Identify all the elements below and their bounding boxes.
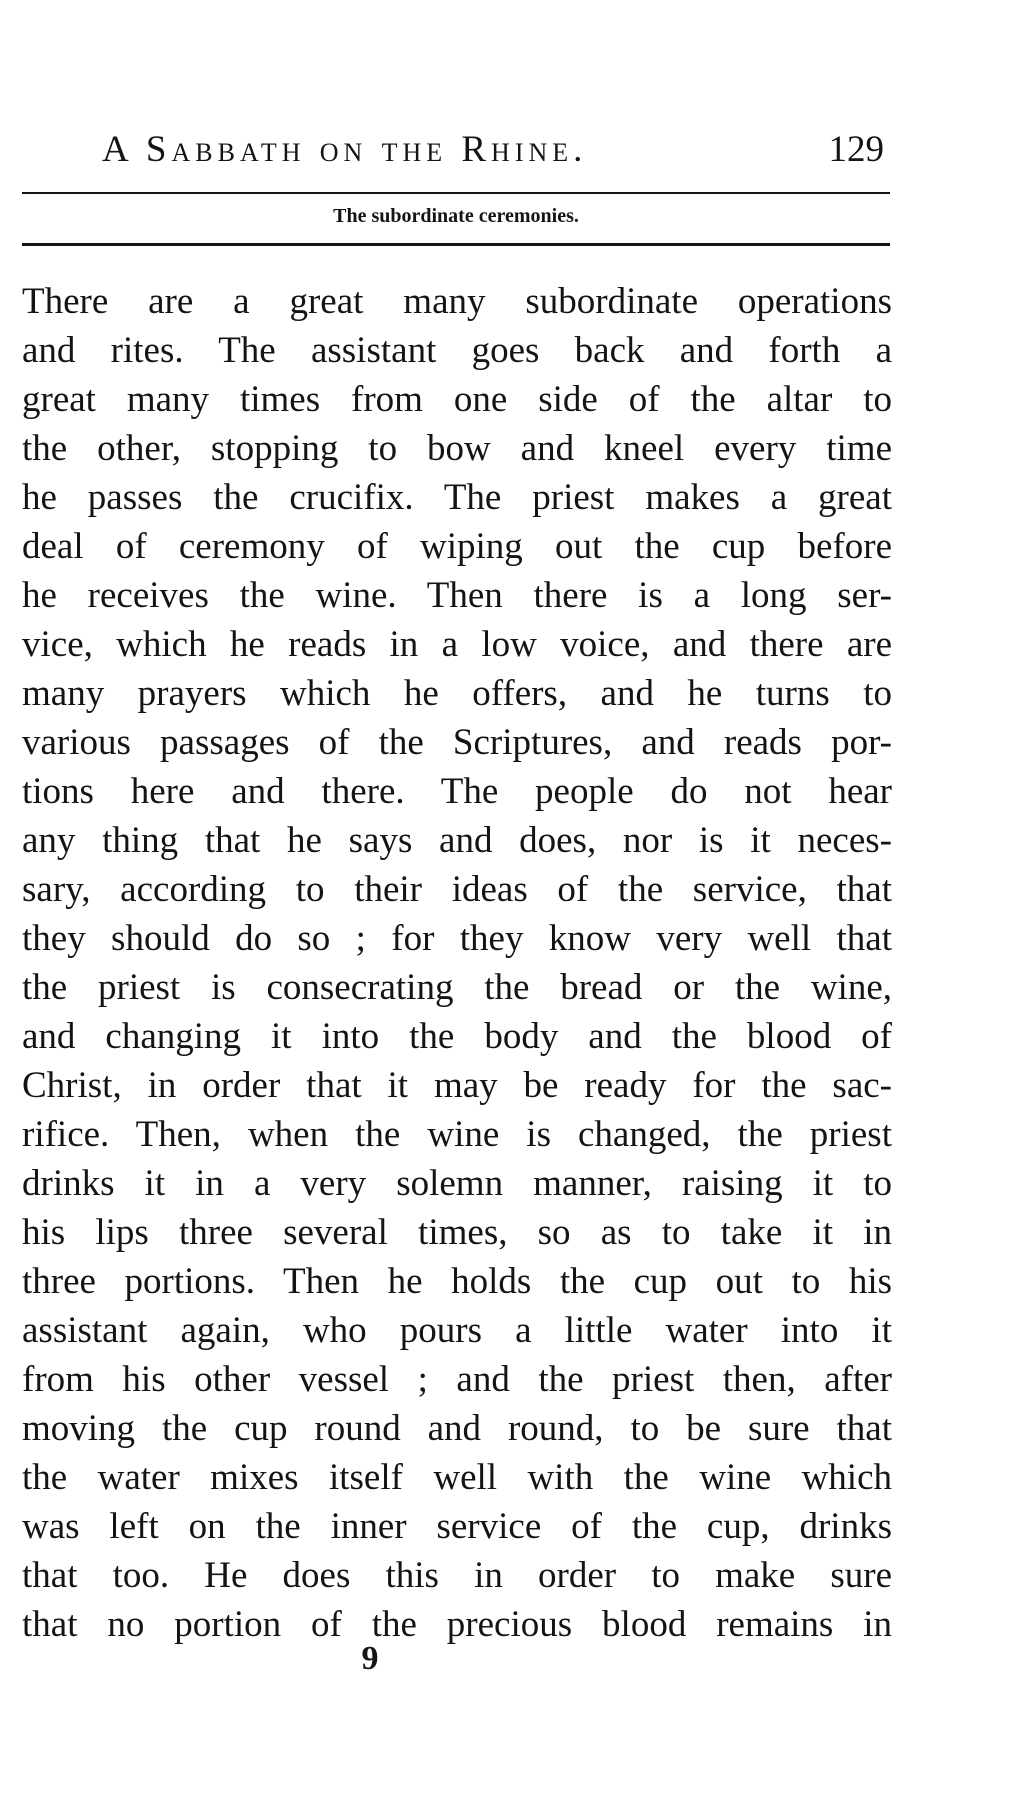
text-line: vice, which he reads in a low voice, and there are [22,624,892,665]
page-number: 129 [828,129,884,170]
text-line: many prayers which he offers, and he turns to [22,673,892,714]
section-subhead: The subordinate ceremonies. [333,205,579,227]
text-line: the water mixes itself well with the wine which [22,1457,892,1498]
running-title: A Sabbath on the Rhine. [102,129,588,170]
text-line: and changing it into the body and the blood of [22,1016,892,1057]
text-line: was left on the inner service of the cup, drinks [22,1506,892,1547]
text-line: various passages of the Scriptures, and reads por- [22,722,892,763]
text-line: they should do so ; for they know very well that [22,918,892,959]
signature-mark: 9 [361,1640,379,1677]
text-line: that no portion of the precious blood remains in [22,1604,892,1645]
text-line: rifice. Then, when the wine is changed, the priest [22,1114,892,1155]
text-line: deal of ceremony of wiping out the cup before [22,526,892,567]
text-line: he receives the wine. Then there is a long ser- [22,575,892,616]
text-line: Christ, in order that it may be ready for the sac- [22,1065,892,1106]
text-line: moving the cup round and round, to be sure that [22,1408,892,1449]
text-line: his lips three several times, so as to take it in [22,1212,892,1253]
text-line: great many times from one side of the altar to [22,379,892,420]
text-line: he passes the crucifix. The priest makes a great [22,477,892,518]
text-line: three portions. Then he holds the cup out to his [22,1261,892,1302]
text-line: drinks it in a very solemn manner, raising it to [22,1163,892,1204]
text-line: tions here and there. The people do not hear [22,771,892,812]
text-line: and rites. The assistant goes back and forth a [22,330,892,371]
text-line: that too. He does this in order to make sure [22,1555,892,1596]
body-text [22,277,892,1649]
text-line: the other, stopping to bow and kneel every time [22,428,892,469]
text-line: from his other vessel ; and the priest then, after [22,1359,892,1400]
text-line: any thing that he says and does, nor is it neces- [22,820,892,861]
text-line: sary, according to their ideas of the service, that [22,869,892,910]
text-line: There are a great many subordinate operations [22,281,892,322]
running-head [22,124,890,176]
text-line: the priest is consecrating the bread or the wine, [22,967,892,1008]
header-rule-top [22,192,890,194]
text-line: assistant again, who pours a little water into it [22,1310,892,1351]
header-rule-bottom [22,243,890,246]
